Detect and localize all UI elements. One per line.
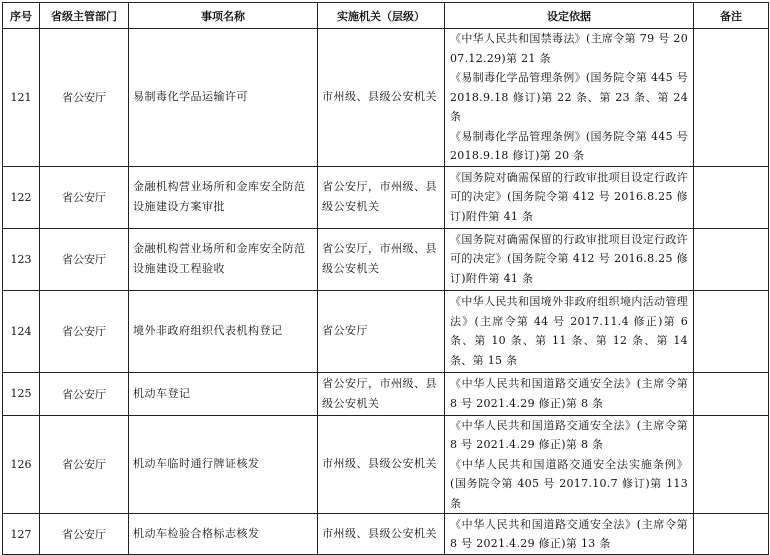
row-no: 122	[3, 166, 40, 228]
row-dept: 省公安厅	[40, 514, 129, 555]
row-no: 124	[3, 290, 40, 372]
row-dept: 省公安厅	[40, 290, 129, 372]
basis-line: 《易制毒化学品管理条例》(国务院令第 445 号 2018.9.18 修订)第 20 条	[450, 129, 688, 162]
row-no: 126	[3, 415, 40, 514]
row-agency: 省公安厅	[318, 290, 445, 372]
header-basis: 设定依据	[445, 3, 694, 29]
row-agency: 省公安厅，市州级、县级公安机关	[318, 228, 445, 290]
row-basis	[445, 228, 694, 290]
row-no: 123	[3, 228, 40, 290]
table-row	[3, 228, 769, 290]
basis-line: 《中华人民共和国道路交通安全法》(主席令第 8 号 2021.4.29 修正)第 8 条	[450, 418, 688, 451]
row-no: 125	[3, 372, 40, 415]
row-agency: 省公安厅，市州级、县级公安机关	[318, 372, 445, 415]
basis-line: 《易制毒化学品管理条例》(国务院令第 445 号 2018.9.18 修订)第 22 条、第 23 条、第 24 条	[450, 71, 688, 123]
row-basis	[445, 415, 694, 514]
row-item-name: 机动车登记	[129, 372, 318, 415]
row-dept: 省公安厅	[40, 29, 129, 167]
table-row	[3, 514, 769, 555]
row-no: 121	[3, 29, 40, 167]
row-item-name: 境外非政府组织代表机构登记	[129, 290, 318, 372]
basis-line: 《国务院对确需保留的行政审批项目设定行政许可的决定》(国务院令第 412 号 2016.8.25 修订)附件第 41 条	[450, 232, 688, 285]
row-dept: 省公安厅	[40, 415, 129, 514]
row-remark	[694, 514, 769, 555]
row-item-name: 金融机构营业场所和金库安全防范设施建设方案审批	[129, 166, 318, 228]
row-remark	[694, 372, 769, 415]
row-dept: 省公安厅	[40, 166, 129, 228]
admin-permit-table	[2, 2, 769, 555]
row-item-name: 金融机构营业场所和金库安全防范设施建设工程验收	[129, 228, 318, 290]
row-remark	[694, 290, 769, 372]
row-no: 127	[3, 514, 40, 555]
row-basis	[445, 372, 694, 415]
row-remark	[694, 228, 769, 290]
row-remark	[694, 29, 769, 167]
basis-line: 《中华人民共和国道路交通安全法实施条例》(国务院令第 405 号 2017.10.7 修订)第 113 条	[450, 457, 688, 510]
row-basis	[445, 166, 694, 228]
row-dept: 省公安厅	[40, 228, 129, 290]
header-item-name: 事项名称	[129, 3, 318, 29]
header-no: 序号	[3, 3, 40, 29]
row-agency: 市州级、县级公安机关	[318, 29, 445, 167]
row-agency: 市州级、县级公安机关	[318, 514, 445, 555]
row-remark	[694, 166, 769, 228]
table-row	[3, 415, 769, 514]
header-remark: 备注	[694, 3, 769, 29]
row-basis	[445, 29, 694, 167]
row-item-name: 机动车临时通行牌证核发	[129, 415, 318, 514]
basis-line: 《中华人民共和国境外非政府组织境内活动管理法》(主席令第 44 号 2017.11.4 修正)第 6 条、第 10 条、第 11 条、第 12 条、第 14 条、第 15 条	[450, 295, 688, 367]
row-agency: 省公安厅，市州级、县级公安机关	[318, 166, 445, 228]
header-dept: 省级主管部门	[40, 3, 129, 29]
row-basis	[445, 290, 694, 372]
table-row	[3, 29, 769, 167]
basis-line: 《中华人民共和国道路交通安全法》(主席令第 8 号 2021.4.29 修正)第 8 条	[450, 377, 688, 410]
document-page	[2, 2, 769, 555]
header-agency: 实施机关（层级）	[318, 3, 445, 29]
header-row	[3, 3, 769, 29]
basis-line: 《中华人民共和国道路交通安全法》(主席令第 8 号 2021.4.29 修正)第 13 条	[450, 517, 688, 550]
row-dept: 省公安厅	[40, 372, 129, 415]
table-row	[3, 290, 769, 372]
table-row	[3, 372, 769, 415]
row-basis	[445, 514, 694, 555]
row-remark	[694, 415, 769, 514]
row-agency: 市州级、县级公安机关	[318, 415, 445, 514]
basis-line: 《中华人民共和国禁毒法》(主席令第 79 号 2007.12.29)第 21 条	[450, 32, 688, 65]
row-item-name: 机动车检验合格标志核发	[129, 514, 318, 555]
row-item-name: 易制毒化学品运输许可	[129, 29, 318, 167]
table-row	[3, 166, 769, 228]
basis-line: 《国务院对确需保留的行政审批项目设定行政许可的决定》(国务院令第 412 号 2016.8.25 修订)附件第 41 条	[450, 170, 688, 223]
